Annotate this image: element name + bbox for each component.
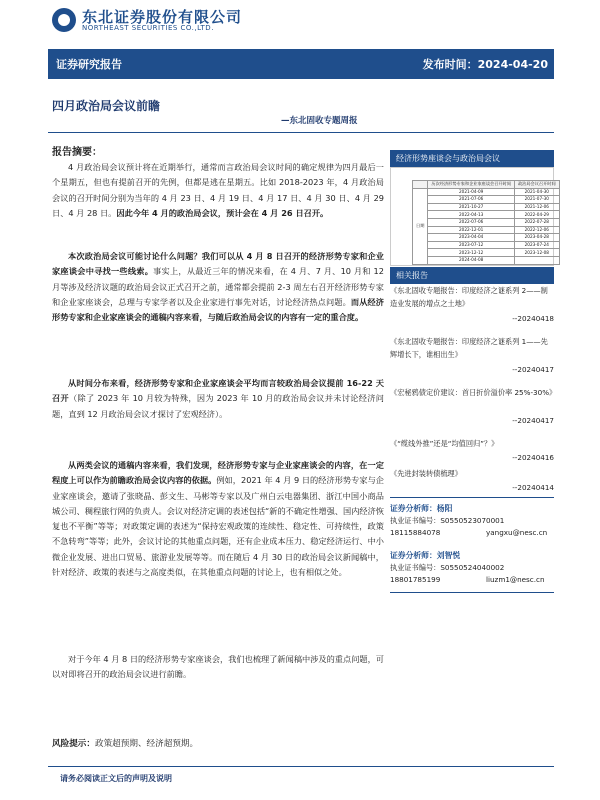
related-report-date: --20240417 — [512, 365, 554, 374]
table-row — [413, 203, 560, 211]
table-group-label: 日期 — [413, 188, 428, 264]
table-row — [413, 188, 560, 196]
table-row — [413, 256, 560, 264]
table-cell: 2023-07-24 — [514, 241, 559, 249]
table-row — [413, 241, 560, 249]
related-report[interactable]: 《宏秘鸦债定价建议：首日折价溢价率 25%-30%》 — [390, 388, 557, 397]
company-name-cn: 东北证券股份有限公司 — [82, 8, 243, 26]
table-row — [413, 211, 560, 219]
table-heading: 经济形势座谈会与政治局会议 — [390, 150, 554, 167]
table-cell: 2022-12-01 — [428, 226, 515, 234]
related-heading: 相关报告 — [390, 267, 554, 284]
company-logo-icon — [52, 8, 76, 32]
footer-divider — [48, 766, 554, 767]
related-report[interactable]: 《“缆线外推”还是“均值回归”？》 — [390, 439, 499, 448]
table-row — [413, 196, 560, 204]
table-cell: 2022-07-06 — [428, 218, 515, 226]
table-cell: 2021-04-30 — [514, 188, 559, 196]
table-cell: 2021-07-06 — [428, 196, 515, 204]
footer-disclaimer: 请务必阅读正文后的声明及说明 — [60, 774, 172, 783]
analyst-divider — [390, 592, 554, 593]
table-header: 政治局会议召开时间 — [514, 181, 559, 189]
related-report-date: --20240417 — [512, 416, 554, 425]
related-report-date: --20240416 — [512, 453, 554, 462]
table-cell: 2023-04-28 — [514, 234, 559, 242]
related-report[interactable]: 《先进封装转债梳理》 — [390, 469, 462, 478]
table-cell: 2024-04-08 — [428, 256, 515, 264]
table-cell: 2023-07-12 — [428, 241, 515, 249]
analyst-card: 证券分析师：杨阳 执业证书编号：S0550523070001 18115884078 yangxu@nesc.cn — [390, 504, 548, 537]
paragraph-1: 4 月政治局会议预计将在近期举行，通常而言政治局会议时间的确定规律为四月最后一个星期五，但也有提前召开的先例，但都是逃在星期五。比如 2018-2023 年，4 月政治局会议的召开时间分别为当年的 4 月 23 日、4 月 19 日、4 月 17 日、4 月 30 日、4 月 29 日、4 月 28 日。因此今年 4 月的政治局会议，预计会在 4 月 26 日召开。 — [52, 162, 384, 218]
table-cell: 2022-04-29 — [514, 211, 559, 219]
meeting-dates-table — [412, 180, 560, 265]
table-cell: 2021-07-30 — [514, 196, 559, 204]
company-name-en: NORTHEAST SECURITIES CO.,LTD. — [82, 24, 214, 32]
related-report[interactable]: 《东北固收专题报告：印度经济之谜系列 2——制造业发展的增点之土地》 — [390, 286, 548, 308]
paragraph-4: 从两类会议的通稿内容来看，我们发现，经济形势专家与企业家座谈会的内容，在一定程度上可以作为前瞻政治局会议内容的依据。例如，2021 年 4 月 9 日的经济形势专家与企业家座谈会，邀请了张晓晶、彭文生、马彬等专家以及广州白云电器集团、浙江中国小商品城公司、稠程旅行网的负责人。会议对经济定调的表述包括“新的不确定性增强、国内经济恢复也不平衡”等等；对政策定调的表述为“保持宏观政策的连续性、稳定性、可持续性，政策不急转弯”等等；此外，会议讨论的其他重点问题，还有企业成本压力、稳定经济运行、中小微企业发展、进出口贸易、旅游业发展等等。而在随后 4 月 30 日的政治局会议新闻稿中，针对经济、政策的表述与之高度类似，在其他重点问题的讨论上，也有相似之处。 — [52, 460, 384, 578]
related-report-date: --20240418 — [512, 314, 554, 323]
abstract-heading: 报告摘要： — [52, 147, 102, 158]
risk-warning: 风险提示：政策超预期、经济超预期。 — [52, 739, 199, 749]
title-divider — [48, 132, 554, 133]
table-cell: 2021-04-09 — [428, 188, 515, 196]
analyst-email: yangxu@nesc.cn — [486, 528, 548, 537]
analyst-email: liuzm1@nesc.cn — [486, 575, 545, 584]
table-cell: 2023-12-12 — [428, 249, 515, 257]
table-cell: 2023-12-08 — [514, 249, 559, 257]
table-cell: 2022-07-28 — [514, 218, 559, 226]
table-header: 历次经济形势专家和企业家座谈会召开时间 — [428, 181, 515, 189]
paragraph-3: 从时间分布来看，经济形势专家和企业家座谈会平均而言较政治局会议提前 16-22 天召开（除了 2023 年 10 月较为特殊，因为 2023 年 10 月的政治局会议并未讨论经济问题，直到 12 月政治局会议才探讨了宏观经济）。 — [52, 378, 384, 419]
table-row — [413, 249, 560, 257]
table-header — [413, 181, 428, 189]
table-cell — [514, 256, 559, 264]
table-row — [413, 226, 560, 234]
table-cell: 2022-12-06 — [514, 226, 559, 234]
report-title: 四月政治局会议前瞻 — [52, 99, 161, 113]
report-subtitle: —东北固收专题周报 — [281, 116, 358, 126]
related-divider — [390, 497, 554, 498]
related-report[interactable]: 《东北固收专题报告：印度经济之谜系列 1——先辉增长下，谁相出生》 — [390, 337, 548, 359]
table-cell: 2022-04-13 — [428, 211, 515, 219]
table-row — [413, 234, 560, 242]
paragraph-5: 对于今年 4 月 8 日的经济形势专家座谈会，我们也梳理了新闻稿中涉及的重点问题，可以对即将召开的政治局会议进行前瞻。 — [52, 654, 384, 680]
paragraph-2: 本次政治局会议可能讨论什么问题？我们可以从 4 月 8 日召开的经济形势专家和企业家座谈会中寻找一些线索。事实上，从最近三年的情况来看，在 4 月、7 月、10 月和 12 月等涉及经济议题的政治局会议正式召开之前，通常都会提前 2-3 周左右召开经济形势专家和企业家座谈会，总理与专家学者以及企业家进行事先对话，讨论经济热点问题。而从经济形势专家和企业家座谈会的通稿内容来看，与随后政治局会议的内容有一定的重合度。 — [52, 251, 384, 323]
related-report-date: --20240414 — [512, 483, 554, 492]
table-cell: 2023-04-04 — [428, 234, 515, 242]
analyst-card: 证券分析师：刘智悦 执业证书编号：S0550524040002 18801785199 liuzm1@nesc.cn — [390, 551, 545, 584]
publish-date: 发布时间：2024-04-20 — [422, 58, 548, 71]
table-row — [413, 218, 560, 226]
report-type: 证券研究报告 — [56, 58, 122, 71]
table-cell: 2021-12-06 — [514, 203, 559, 211]
table-cell: 2021-10-27 — [428, 203, 515, 211]
